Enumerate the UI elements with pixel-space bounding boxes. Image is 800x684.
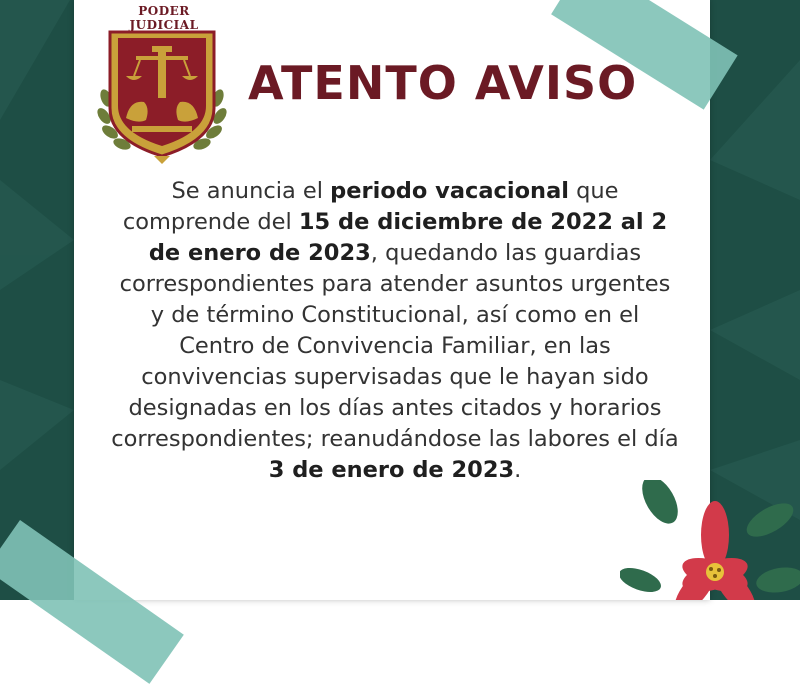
poinsettia-icon <box>620 480 800 600</box>
notice-highlight-dates: 15 de diciembre de 2022 al 2 de enero de 2023 <box>148 209 668 266</box>
notice-text-2: que comprende del <box>122 178 619 235</box>
notice-body <box>110 176 680 486</box>
notice-text-1: Se anuncia el <box>171 178 331 204</box>
institution-name-line1: PODER JUDICIAL <box>129 4 199 32</box>
notice-text-3: , quedando las guardias correspondientes para atender asuntos urgentes y de término Constitucional, así como en el Centro de Convivencia Familiar, en las convivencias supervisadas que le hayan sido designadas en los días antes citados y horarios correspondientes; reanudándose las labores el día <box>111 240 679 452</box>
coat-of-arms-icon <box>96 28 228 164</box>
notice-text-4: . <box>514 457 522 483</box>
notice-highlight-vacation: periodo vacacional <box>330 178 569 204</box>
page-title: ATENTO AVISO <box>248 56 638 110</box>
notice-highlight-resume-date: 3 de enero de 2023 <box>268 457 515 483</box>
